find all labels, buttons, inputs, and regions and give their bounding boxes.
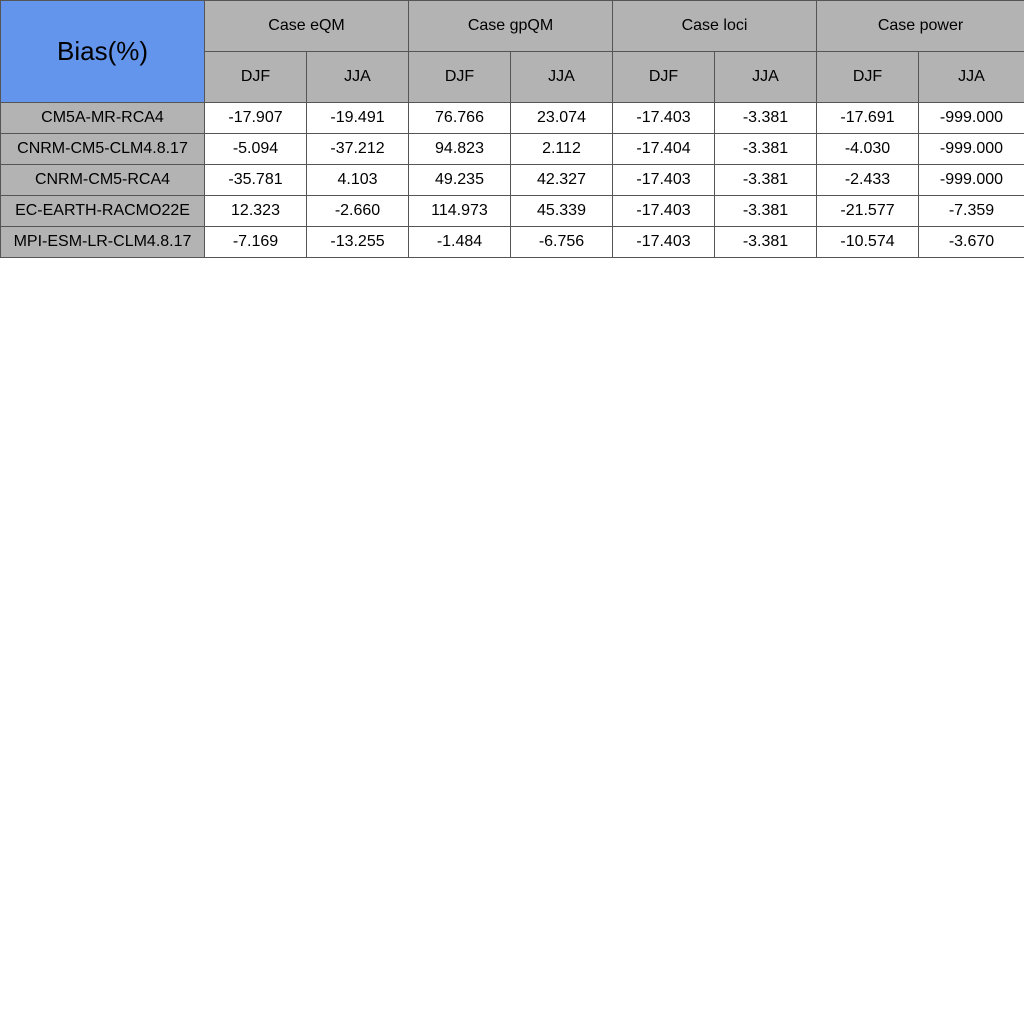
value-cell: -3.381 [715,165,817,196]
value-cell: -3.381 [715,103,817,134]
value-cell: 45.339 [511,196,613,227]
value-cell: -17.403 [613,227,715,258]
value-cell: 12.323 [205,196,307,227]
model-label: EC-EARTH-RACMO22E [1,196,205,227]
value-cell: 42.327 [511,165,613,196]
value-cell: -35.781 [205,165,307,196]
table-row [1,165,1024,196]
value-cell: -3.381 [715,134,817,165]
group-header-loci: Case loci [613,1,817,52]
table-row [1,227,1024,258]
value-cell: -17.907 [205,103,307,134]
value-cell: 2.112 [511,134,613,165]
value-cell: -999.000 [919,134,1024,165]
table-row [1,134,1024,165]
corner-label: Bias(%) [1,1,205,103]
value-cell: -17.691 [817,103,919,134]
model-label: CNRM-CM5-CLM4.8.17 [1,134,205,165]
value-cell: -10.574 [817,227,919,258]
table-row [1,196,1024,227]
season-header: JJA [919,52,1024,103]
value-cell: 23.074 [511,103,613,134]
model-label: CNRM-CM5-RCA4 [1,165,205,196]
model-label: MPI-ESM-LR-CLM4.8.17 [1,227,205,258]
season-header: DJF [817,52,919,103]
value-cell: -3.670 [919,227,1024,258]
value-cell: 4.103 [307,165,409,196]
value-cell: 76.766 [409,103,511,134]
model-label: CM5A-MR-RCA4 [1,103,205,134]
value-cell: -6.756 [511,227,613,258]
value-cell: -19.491 [307,103,409,134]
season-header: JJA [307,52,409,103]
value-cell: -999.000 [919,165,1024,196]
value-cell: -999.000 [919,103,1024,134]
value-cell: -17.404 [613,134,715,165]
group-header-power: Case power [817,1,1024,52]
value-cell: 94.823 [409,134,511,165]
value-cell: 114.973 [409,196,511,227]
bias-table [0,0,1024,258]
value-cell: -17.403 [613,103,715,134]
value-cell: -7.359 [919,196,1024,227]
season-header: DJF [205,52,307,103]
value-cell: -5.094 [205,134,307,165]
table-row [1,103,1024,134]
group-header-eqm: Case eQM [205,1,409,52]
value-cell: -1.484 [409,227,511,258]
value-cell: -3.381 [715,227,817,258]
season-header: JJA [715,52,817,103]
value-cell: -17.403 [613,165,715,196]
value-cell: -4.030 [817,134,919,165]
group-header-row [1,1,1024,52]
value-cell: -2.433 [817,165,919,196]
value-cell: -21.577 [817,196,919,227]
value-cell: -7.169 [205,227,307,258]
season-header: DJF [409,52,511,103]
season-header: DJF [613,52,715,103]
value-cell: -17.403 [613,196,715,227]
group-header-gpqm: Case gpQM [409,1,613,52]
value-cell: -37.212 [307,134,409,165]
value-cell: -2.660 [307,196,409,227]
value-cell: 49.235 [409,165,511,196]
value-cell: -3.381 [715,196,817,227]
value-cell: -13.255 [307,227,409,258]
season-header: JJA [511,52,613,103]
